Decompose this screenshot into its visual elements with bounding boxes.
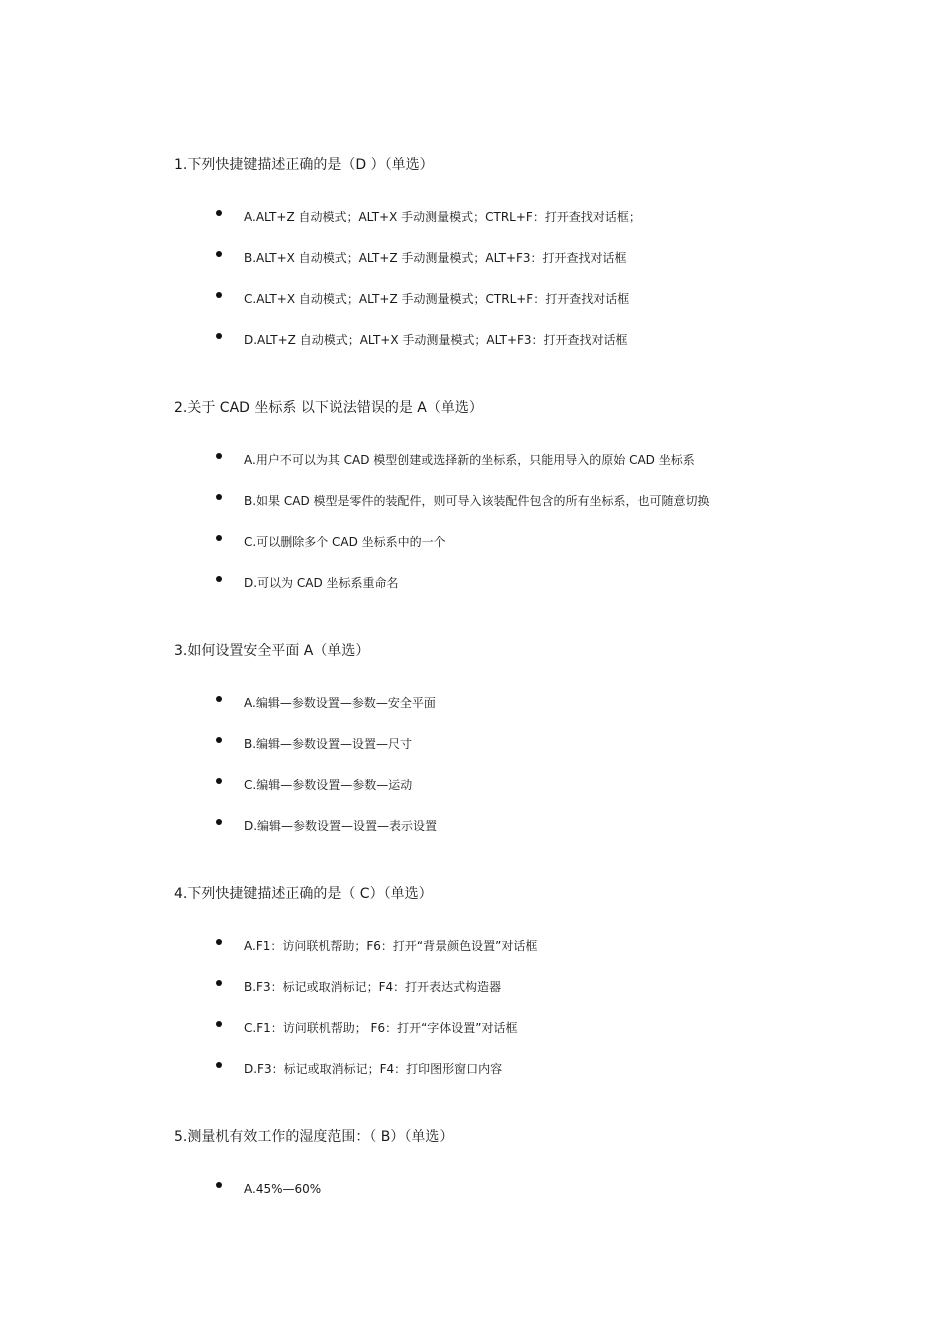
question-2 <box>174 398 874 590</box>
bullet-icon <box>216 251 222 257</box>
question-title: 1.下列快捷键描述正确的是（D ）（单选） <box>174 157 434 173</box>
question-4 <box>174 884 874 1076</box>
bullet-icon <box>216 333 222 339</box>
option-text: C.编辑—参数设置—参数—运动 <box>244 778 413 792</box>
question-title: 3.如何设置安全平面 A（单选） <box>174 643 370 659</box>
list-item <box>216 1018 856 1059</box>
bullet-icon <box>216 535 222 541</box>
list-item <box>216 573 856 614</box>
option-list <box>216 1179 856 1220</box>
option-text: D.ALT+Z 自动模式；ALT+X 手动测量模式；ALT+F3：打开查找对话框 <box>244 333 628 347</box>
question-1 <box>174 155 874 347</box>
list-item <box>216 1179 856 1220</box>
list-item <box>216 977 856 1018</box>
list-item <box>216 491 856 532</box>
bullet-icon <box>216 292 222 298</box>
option-text: B.ALT+X 自动模式；ALT+Z 手动测量模式；ALT+F3：打开查找对话框 <box>244 251 627 265</box>
bullet-icon <box>216 737 222 743</box>
list-item <box>216 450 856 491</box>
option-list <box>216 207 856 371</box>
option-list <box>216 450 856 614</box>
option-text: C.F1：访问联机帮助； F6：打开“字体设置”对话框 <box>244 1021 518 1035</box>
option-text: B.编辑—参数设置—设置—尺寸 <box>244 737 413 751</box>
option-text: B.F3：标记或取消标记；F4：打开表达式构造器 <box>244 980 502 994</box>
bullet-icon <box>216 778 222 784</box>
option-text: B.如果 CAD 模型是零件的装配件，则可导入该装配件包含的所有坐标系，也可随意切换 <box>244 494 710 508</box>
option-text: A.ALT+Z 自动模式；ALT+X 手动测量模式；CTRL+F：打开查找对话框； <box>244 210 641 224</box>
list-item <box>216 1059 856 1100</box>
bullet-icon <box>216 576 222 582</box>
question-3 <box>174 641 874 833</box>
option-text: A.用户不可以为其 CAD 模型创建或选择新的坐标系，只能用导入的原始 CAD 坐标系 <box>244 453 695 467</box>
list-item <box>216 330 856 371</box>
list-item <box>216 207 856 248</box>
bullet-icon <box>216 980 222 986</box>
option-list <box>216 693 856 857</box>
list-item <box>216 248 856 289</box>
bullet-icon <box>216 494 222 500</box>
option-text: D.编辑—参数设置—设置—表示设置 <box>244 819 438 833</box>
option-text: C.可以删除多个 CAD 坐标系中的一个 <box>244 535 446 549</box>
bullet-icon <box>216 210 222 216</box>
question-title: 4.下列快捷键描述正确的是（ C）（单选） <box>174 886 433 902</box>
option-text: A.F1：访问联机帮助；F6：打开“背景颜色设置”对话框 <box>244 939 538 953</box>
question-5 <box>174 1127 874 1196</box>
option-text: D.可以为 CAD 坐标系重命名 <box>244 576 399 590</box>
option-text: A.编辑—参数设置—参数—安全平面 <box>244 696 436 710</box>
bullet-icon <box>216 1021 222 1027</box>
list-item <box>216 532 856 573</box>
bullet-icon <box>216 1182 222 1188</box>
bullet-icon <box>216 1062 222 1068</box>
list-item <box>216 693 856 734</box>
option-text: C.ALT+X 自动模式；ALT+Z 手动测量模式；CTRL+F：打开查找对话框 <box>244 292 630 306</box>
bullet-icon <box>216 453 222 459</box>
list-item <box>216 734 856 775</box>
list-item <box>216 936 856 977</box>
bullet-icon <box>216 696 222 702</box>
option-text: D.F3：标记或取消标记；F4：打印图形窗口内容 <box>244 1062 503 1076</box>
option-list <box>216 936 856 1100</box>
bullet-icon <box>216 939 222 945</box>
list-item <box>216 816 856 857</box>
option-text: A.45%—60% <box>244 1182 322 1196</box>
list-item <box>216 289 856 330</box>
question-title: 5.测量机有效工作的湿度范围：（ B）（单选） <box>174 1129 454 1145</box>
bullet-icon <box>216 819 222 825</box>
question-title: 2.关于 CAD 坐标系 以下说法错误的是 A（单选） <box>174 400 483 416</box>
list-item <box>216 775 856 816</box>
